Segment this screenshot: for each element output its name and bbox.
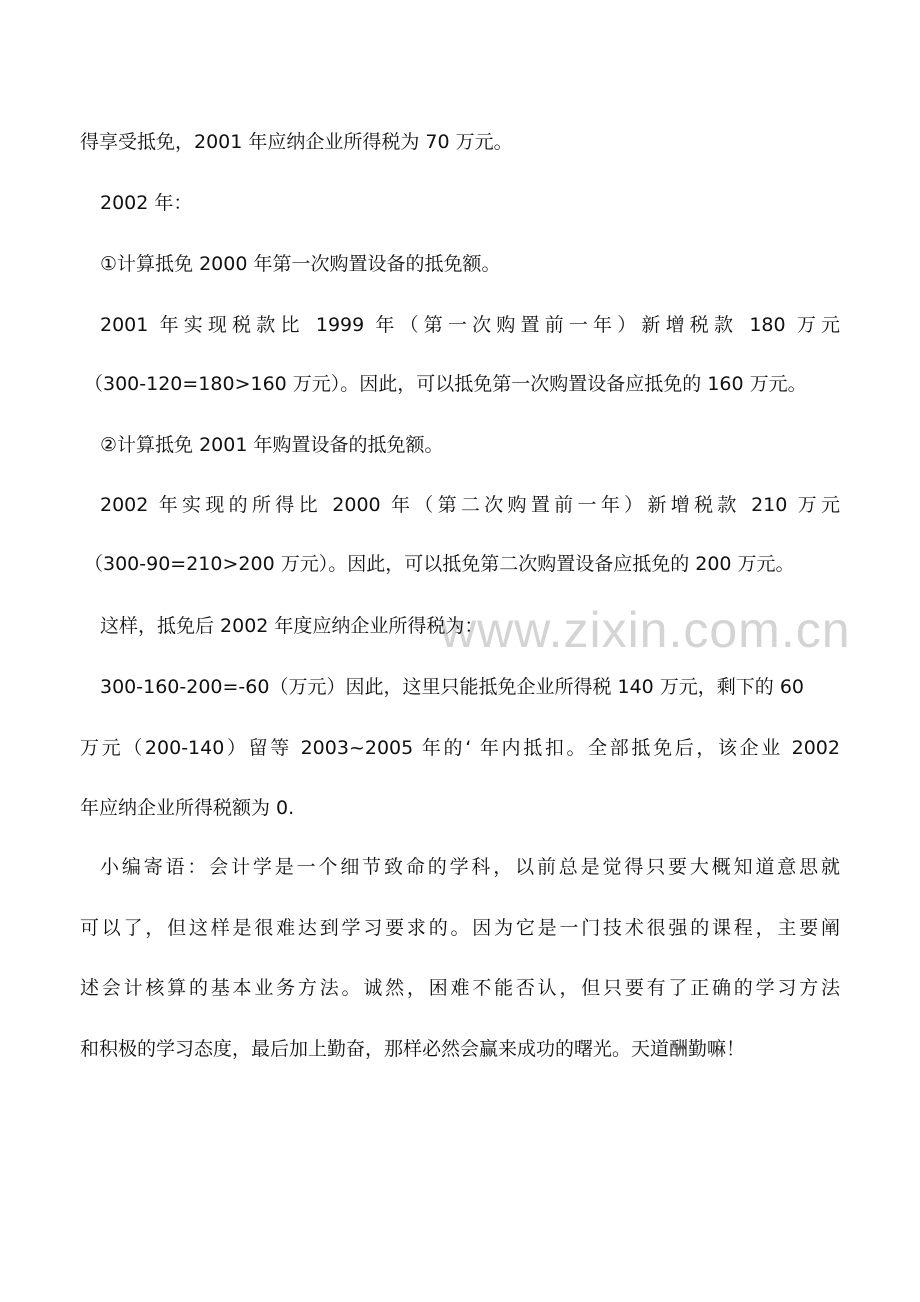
paragraph-line-15: 述会计核算的基本业务方法。诚然，困难不能否认，但只要有了正确的学习方法 (80, 977, 840, 999)
paragraph-line-8: （300-90=210>200 万元）。因此，可以抵免第二次购置设备应抵免的 200 万元。 (84, 553, 795, 575)
watermark: www.zixin.com.cn (440, 602, 851, 658)
paragraph-line-13: 小编寄语：会计学是一个细节致命的学科，以前总是觉得只要大概知道意思就 (100, 856, 840, 878)
paragraph-line-12: 年应纳企业所得税额为 0. (80, 797, 295, 819)
paragraph-line-7: 2002 年实现的所得比 2000 年（第二次购置前一年）新增税款 210 万元 (100, 494, 840, 516)
paragraph-line-16: 和积极的学习态度，最后加上勤奋，那样必然会赢来成功的曙光。天道酬勤嘛！ (80, 1038, 746, 1060)
paragraph-line-14: 可以了，但这样是很难达到学习要求的。因为它是一门技术很强的课程，主要阐 (80, 917, 840, 939)
paragraph-line-2: 2002 年： (100, 192, 193, 214)
paragraph-line-9: 这样，抵免后 2002 年度应纳企业所得税为： (100, 615, 484, 637)
paragraph-line-3: ①计算抵免 2000 年第一次购置设备的抵免额。 (100, 253, 501, 275)
paragraph-line-4: 2001 年实现税款比 1999 年（第一次购置前一年）新增税款 180 万元 (100, 314, 840, 336)
paragraph-line-10: 300-160-200=-60（万元）因此，这里只能抵免企业所得税 140 万元，剩下的 60 (100, 676, 805, 698)
paragraph-line-11: 万元（200-140）留等 2003~2005 年的‘ 年内抵扣。全部抵免后，该企业 2002 (80, 737, 840, 759)
paragraph-line-1: 得享受抵免，2001 年应纳企业所得税为 70 万元。 (80, 131, 513, 153)
paragraph-line-6: ②计算抵免 2001 年购置设备的抵免额。 (100, 434, 444, 456)
paragraph-line-5: （300-120=180>160 万元）。因此，可以抵免第一次购置设备应抵免的 160 万元。 (84, 373, 807, 395)
